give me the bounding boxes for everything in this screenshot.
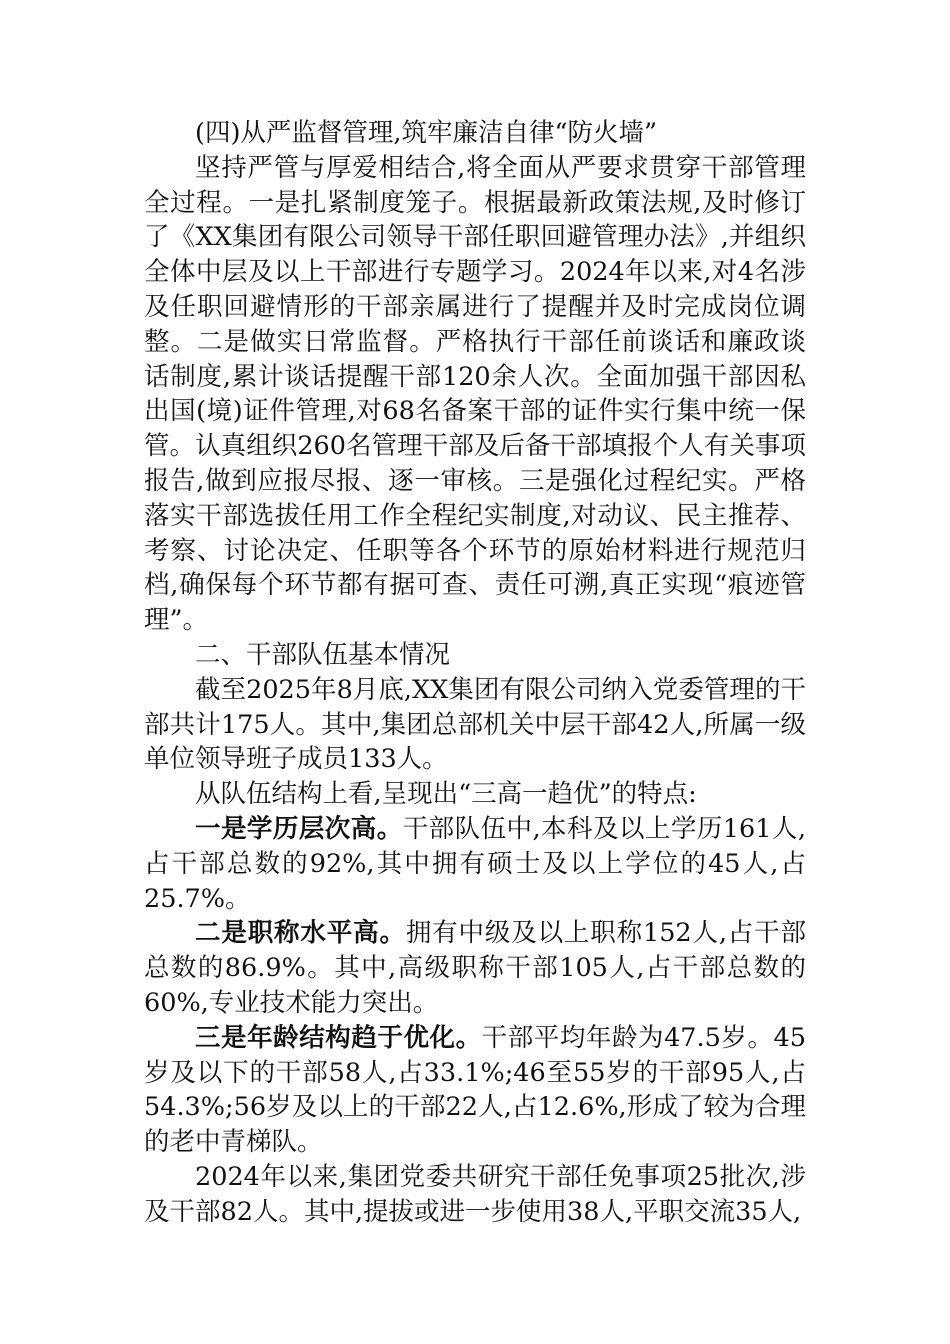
section-heading-supervision bbox=[144, 116, 806, 151]
paragraph-text: 截至2025年8月底,XX集团有限公司纳入党委管理的干部共计175人。其中,集团总部机关中层干部42人,所属一级单位领导班子成员133人。 bbox=[144, 674, 806, 775]
paragraph-lead: 二是职称水平高。 bbox=[195, 918, 406, 949]
section-heading-team-overview bbox=[144, 638, 806, 673]
paragraph-text: 干部队伍中,本科及以上学历161人,占干部总数的92%,其中拥有硕士及以上学位的45人,占25.7%。 bbox=[144, 813, 806, 914]
paragraph-text: 干部平均年龄为47.5岁。45岁及以下的干部58人,占33.1%;46至55岁的干部95人,占54.3%;56岁及以上的干部22人,占12.6%,形成了较为合理的老中青梯队。 bbox=[144, 1022, 806, 1158]
paragraph-structure-intro bbox=[144, 777, 806, 812]
paragraph-text: 坚持严管与厚爱相结合,将全面从严要求贯穿干部管理全过程。一是扎紧制度笼子。根据最新政策法规,及时修订了《XX集团有限公司领导干部任职回避管理办法》,并组织全体中层及以上干部进行专题学习。2024年以来,对4名涉及任职回避情形的干部亲属进行了提醒并及时完成岗位调整。二是做实日常监督。严格执行干部任前谈话和廉政谈话制度,累计谈话提醒干部120余人次。全面加强干部因私出国(境)证件管理,对68名备案干部的证件实行集中统一保管。认真组织260名管理干部及后备干部填报个人有关事项报告,做到应报尽报、逐一审核。三是强化过程纪实。严格落实干部选拔任用工作全程纪实制度,对动议、民主推荐、考察、讨论决定、任职等各个环节的原始材料进行规范归档,确保每个环节都有据可查、责任可溯,真正实现“痕迹管理”。 bbox=[144, 152, 806, 636]
paragraph-text: (四)从严监督管理,筑牢廉洁自律“防火墙” bbox=[195, 118, 658, 148]
paragraph-supervision-body bbox=[144, 151, 806, 638]
paragraph-titles bbox=[144, 916, 806, 1020]
paragraph-education bbox=[144, 812, 806, 916]
paragraph-text: 二、干部队伍基本情况 bbox=[195, 639, 451, 670]
paragraph-lead: 三是年龄结构趋于优化。 bbox=[195, 1022, 482, 1053]
paragraph-text: 从队伍结构上看,呈现出“三高一趋优”的特点: bbox=[195, 779, 697, 810]
paragraph-text: 2024年以来,集团党委共研究干部任免事项25批次,涉及干部82人。其中,提拔或进一步使用38人,平职交流35人, bbox=[144, 1161, 806, 1227]
document-body bbox=[144, 116, 806, 1230]
paragraph-team-count bbox=[144, 673, 806, 777]
paragraph-text: 拥有中级及以上职称152人,占干部总数的86.9%。其中,高级职称干部105人,占干部总数的60%,专业技术能力突出。 bbox=[144, 918, 806, 1018]
paragraph-appointments bbox=[144, 1160, 806, 1230]
paragraph-age-structure bbox=[144, 1021, 806, 1160]
paragraph-lead: 一是学历层次高。 bbox=[195, 813, 403, 844]
